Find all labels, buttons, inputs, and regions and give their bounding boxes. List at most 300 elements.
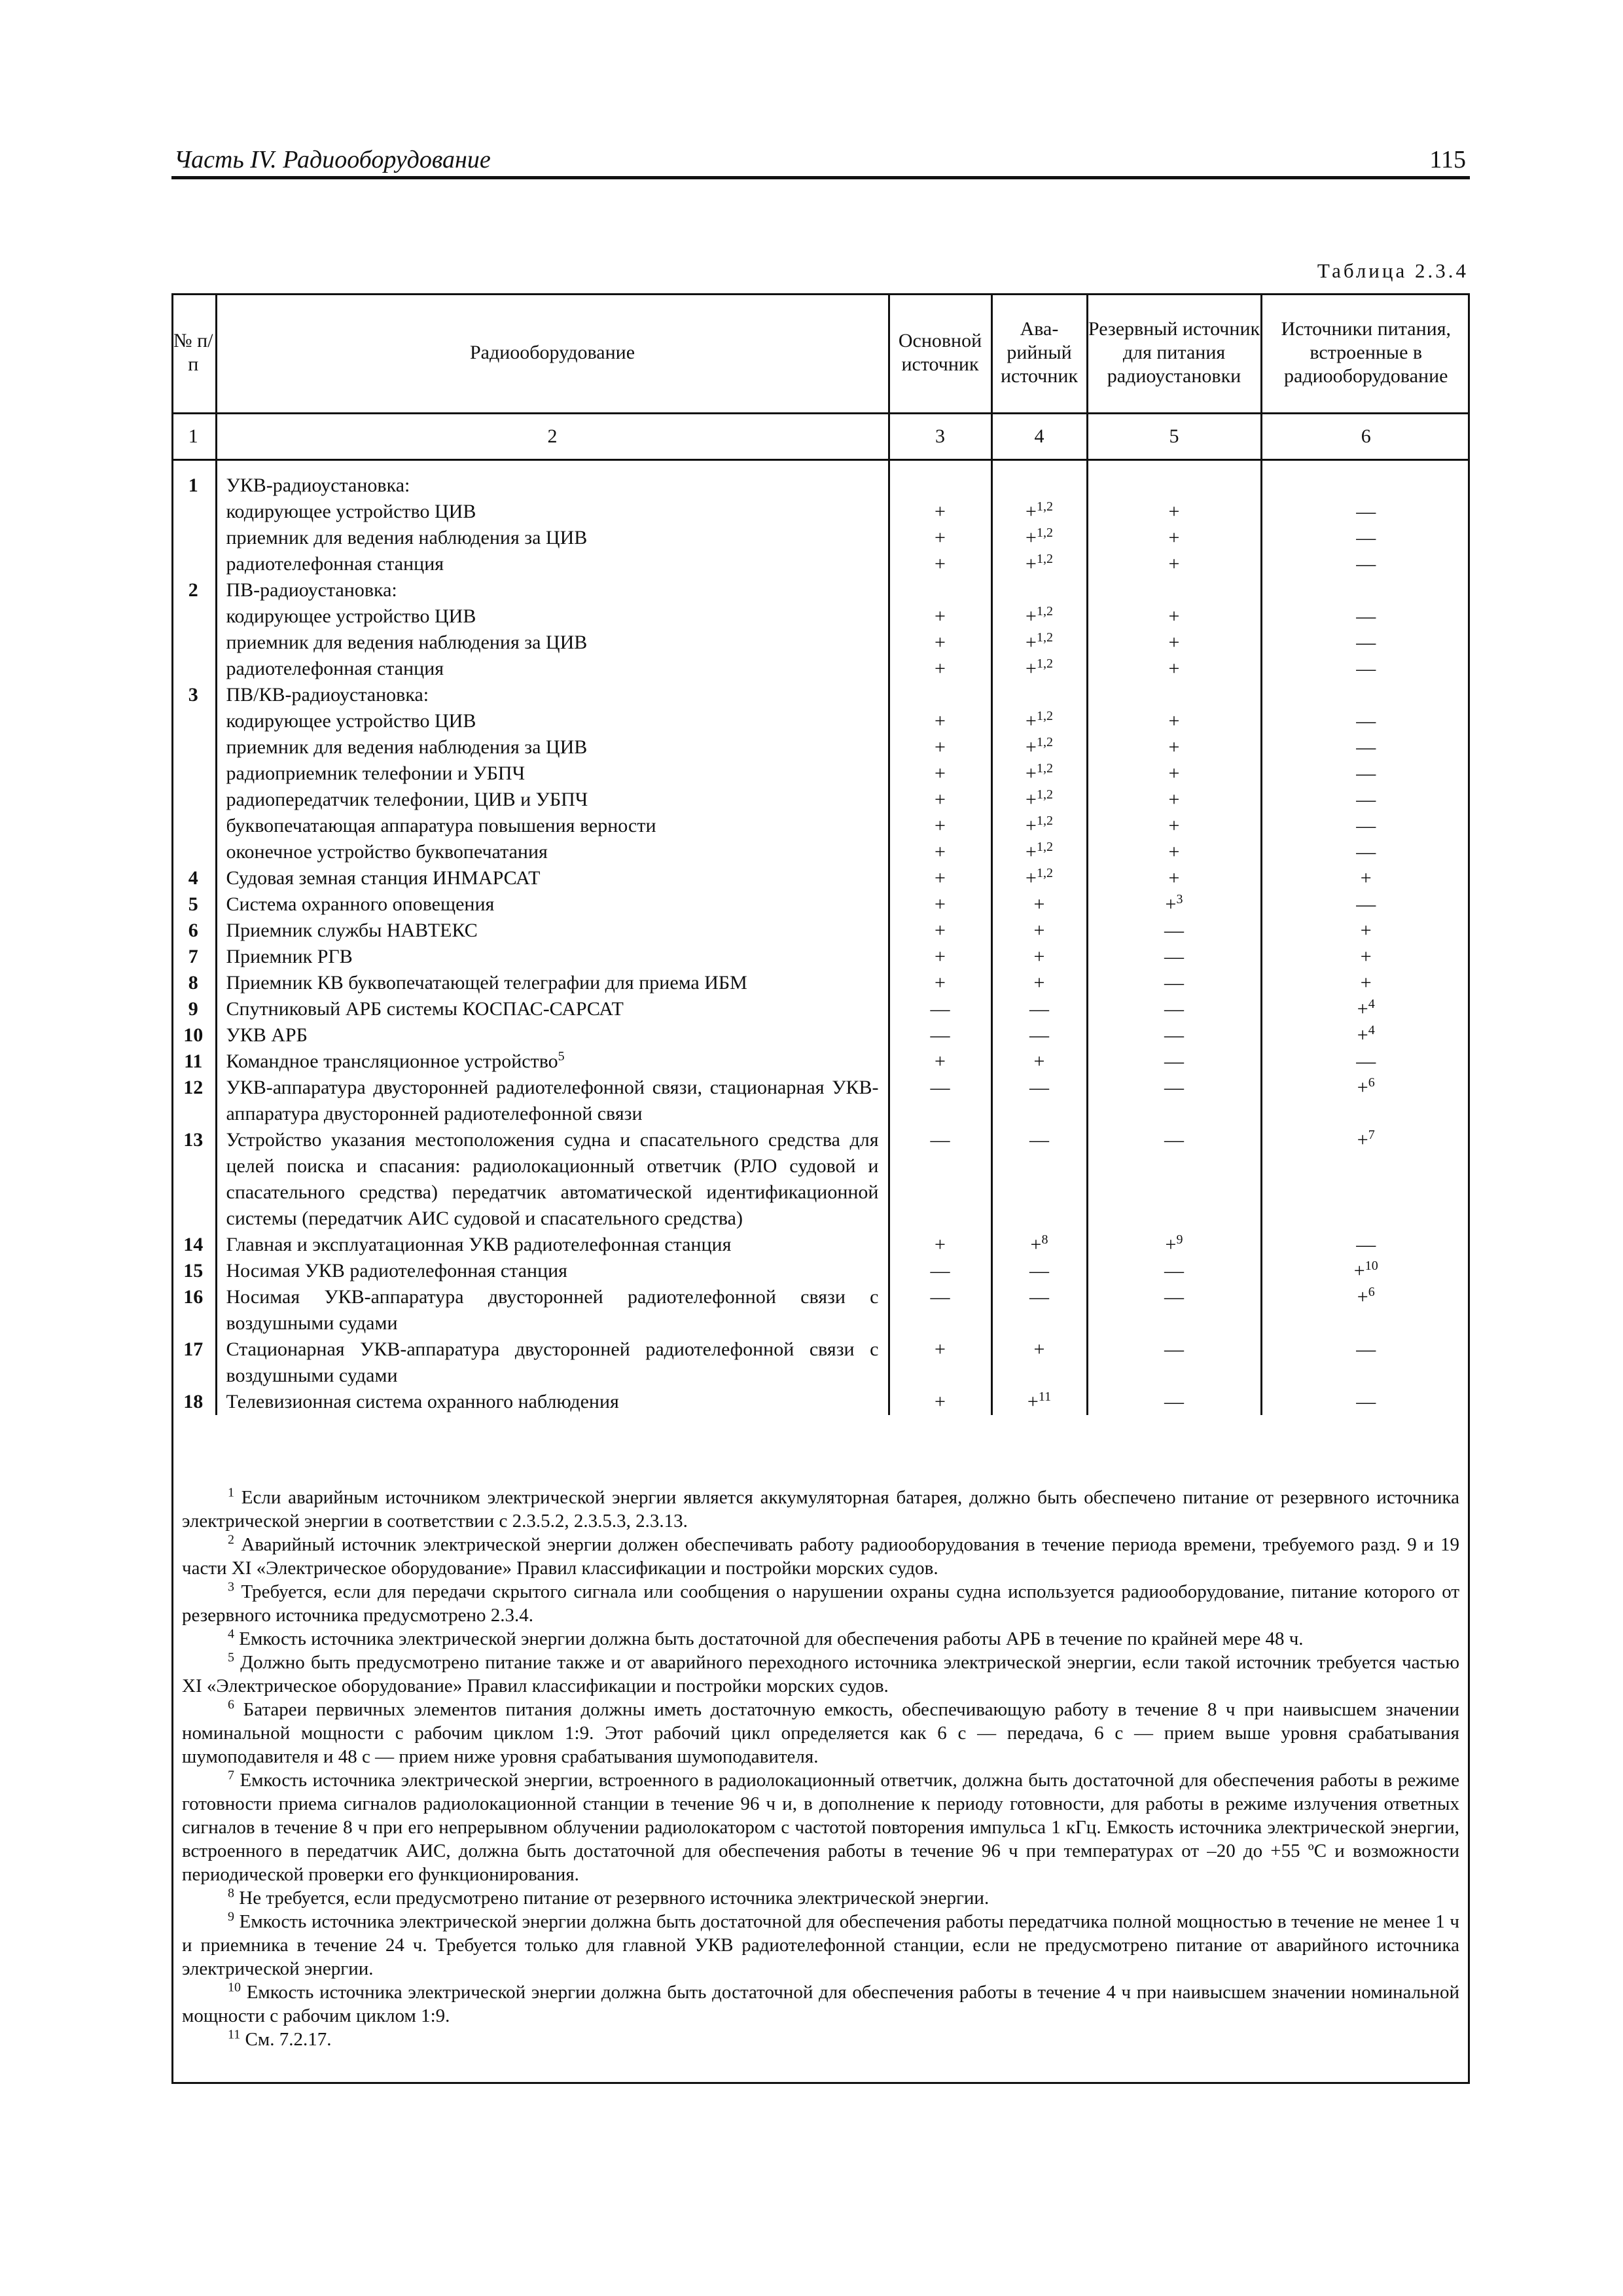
- equipment-name: [216, 970, 889, 996]
- cell-c4: [991, 918, 1087, 944]
- cell-mark: —: [1164, 1129, 1184, 1151]
- cell-mark: —: [1164, 920, 1184, 941]
- cell-c5: [1087, 656, 1261, 682]
- cell-c6: [1261, 1284, 1470, 1336]
- cell-mark: —: [1029, 1129, 1049, 1151]
- cell-mark: —: [930, 998, 950, 1020]
- table-row: [171, 1258, 1470, 1284]
- equipment-name: [216, 525, 889, 551]
- cell-c3: [889, 839, 991, 865]
- row-number: 7: [188, 946, 198, 967]
- cell-c6: [1261, 1075, 1470, 1127]
- cell-mark: +: [1026, 762, 1037, 784]
- cell-c6: [1261, 761, 1470, 787]
- row-number: 8: [188, 972, 198, 994]
- cell-c3: [889, 499, 991, 525]
- row-number: [171, 525, 216, 551]
- cell-mark: +: [1360, 946, 1372, 967]
- footnote: [182, 1981, 1459, 2028]
- row-number: [171, 761, 216, 787]
- row-number: 18: [183, 1391, 204, 1412]
- cell-mark: +: [1357, 1129, 1368, 1151]
- cell-c4: [991, 603, 1087, 630]
- footnote-text: Емкость источника электрической энергии должна быть достаточной для обеспечения работы в течение 4 ч при наивысшем значении номинальной мощности с рабочим циклом 1:9.: [182, 1982, 1459, 2026]
- cell-mark: +: [935, 1234, 946, 1255]
- equipment-text: Судовая земная станция ИНМАРСАТ: [226, 867, 541, 889]
- equipment-name: [216, 577, 889, 603]
- equipment-text: радиотелефонная станция: [226, 553, 444, 575]
- cell-c5: [1087, 577, 1261, 603]
- cell-mark: —: [1029, 1286, 1049, 1308]
- footnote-ref: 1,2: [1036, 630, 1053, 645]
- cell-mark: —: [1356, 605, 1376, 627]
- cell-c6: [1261, 577, 1470, 603]
- cell-mark: +: [1360, 972, 1372, 994]
- cell-mark: —: [1164, 1050, 1184, 1072]
- footnotes: [182, 1486, 1459, 2051]
- cell-mark: +: [1360, 867, 1372, 889]
- row-number: 14: [183, 1234, 204, 1255]
- equipment-name: [216, 682, 889, 708]
- cell-c4: [991, 577, 1087, 603]
- cell-c3: [889, 944, 991, 970]
- cell-mark: +: [1168, 815, 1180, 836]
- equipment-text: Носимая УКВ радиотелефонная станция: [226, 1260, 567, 1282]
- footnote-ref: 11: [1038, 1390, 1052, 1404]
- equipment-text: приемник для ведения наблюдения за ЦИВ: [226, 527, 588, 548]
- cell-mark: +: [935, 972, 946, 994]
- cell-c6: [1261, 499, 1470, 525]
- cell-c4: [991, 499, 1087, 525]
- cell-mark: —: [930, 1077, 950, 1098]
- footnote-ref: 1,2: [1036, 787, 1053, 802]
- header-rule: [171, 176, 1470, 179]
- colnum-5: 5: [1087, 414, 1261, 460]
- cell-mark: +: [1357, 1077, 1368, 1098]
- equipment-text: ПВ/КВ-радиоустановка:: [226, 684, 429, 706]
- row-number: 5: [188, 893, 198, 915]
- cell-c4: [991, 1389, 1087, 1415]
- col-equipment-header: Радиооборудование: [216, 293, 889, 414]
- equipment-name: [216, 996, 889, 1022]
- cell-c5: [1087, 839, 1261, 865]
- equipment-text: оконечное устройство буквопечатания: [226, 841, 548, 863]
- cell-c6: [1261, 603, 1470, 630]
- cell-c5: [1087, 473, 1261, 499]
- equipment-text: Командное трансляционное устройство: [226, 1050, 558, 1072]
- equipment-text: радиотелефонная станция: [226, 658, 444, 679]
- cell-mark: —: [1356, 1234, 1376, 1255]
- row-number: [171, 839, 216, 865]
- cell-mark: +: [935, 632, 946, 653]
- colnum-4: 4: [991, 414, 1087, 460]
- footnote-text: Должно быть предусмотрено питание также и от аварийного переходного источника электрической энергии, если такой источник требуется частью XI «Электрическое оборудование» Правил классификации и постройки морских судов.: [182, 1652, 1460, 1696]
- cell-mark: —: [930, 1129, 950, 1151]
- cell-c3: [889, 551, 991, 577]
- row-number: [171, 708, 216, 734]
- cell-c4: [991, 761, 1087, 787]
- cell-mark: +: [1033, 1050, 1045, 1072]
- equipment-text: УКВ-аппаратура двусторонней радиотелефонной связи, стационарная УКВ-аппаратура двусторонней радиотелефонной связи: [226, 1077, 879, 1124]
- cell-c4: [991, 682, 1087, 708]
- table-row: [171, 813, 1470, 839]
- cell-c3: [889, 603, 991, 630]
- cell-mark: —: [930, 1260, 950, 1282]
- footnote-number: 3: [228, 1579, 234, 1594]
- footnote-text: Емкость источника электрической энергии должна быть достаточной для обеспечения работы передатчика полной мощностью в течение не менее 1 ч и приемника в течение 24 ч. Требуется только для главной УКВ радиотелефонной станции, если не предусмотрено питание от аварийного источника электрической энергии.: [182, 1911, 1459, 1979]
- cell-c4: [991, 1232, 1087, 1258]
- equipment-name: [216, 1389, 889, 1415]
- cell-mark: +: [935, 946, 946, 967]
- row-number: 16: [183, 1286, 204, 1308]
- equipment-name: [216, 630, 889, 656]
- cell-mark: +: [1168, 553, 1180, 575]
- cell-c3: [889, 656, 991, 682]
- cell-mark: +: [1026, 841, 1037, 863]
- cell-mark: —: [1356, 815, 1376, 836]
- cell-mark: +: [1168, 710, 1180, 732]
- cell-mark: —: [1356, 1391, 1376, 1412]
- equipment-name: [216, 865, 889, 891]
- cell-c3: [889, 1022, 991, 1049]
- equipment-name: [216, 1258, 889, 1284]
- cell-mark: +: [935, 815, 946, 836]
- footnote-text: См. 7.2.17.: [245, 2029, 332, 2050]
- cell-mark: +: [935, 553, 946, 575]
- cell-c6: [1261, 1258, 1470, 1284]
- table-row: [171, 1127, 1470, 1232]
- equipment-text: Приемник службы НАВТЕКС: [226, 920, 478, 941]
- table-row: [171, 1284, 1470, 1336]
- footnote: [182, 1580, 1459, 1627]
- footnote-text: Не требуется, если предусмотрено питание от резервного источника электрической энергии.: [239, 1888, 990, 1909]
- cell-c6: [1261, 656, 1470, 682]
- cell-c5: [1087, 996, 1261, 1022]
- cell-c5: [1087, 1336, 1261, 1389]
- footnote-ref: 1,2: [1036, 709, 1053, 723]
- equipment-name: [216, 708, 889, 734]
- cell-mark: +: [1168, 736, 1180, 758]
- cell-mark: —: [1164, 1024, 1184, 1046]
- table-row: [171, 1389, 1470, 1415]
- col-num-header: № п/п: [171, 293, 216, 414]
- footnote-number: 10: [228, 1980, 241, 1995]
- cell-mark: +: [1026, 605, 1037, 627]
- column-number-row: [171, 414, 1470, 460]
- equipment-name: [216, 761, 889, 787]
- cell-mark: +: [1168, 658, 1180, 679]
- cell-c5: [1087, 1127, 1261, 1232]
- cell-mark: —: [1164, 998, 1184, 1020]
- page-number: 115: [1429, 146, 1466, 173]
- row-number: [171, 656, 216, 682]
- cell-c3: [889, 970, 991, 996]
- cell-c5: [1087, 525, 1261, 551]
- footnote-ref: 1,2: [1036, 866, 1053, 880]
- cell-mark: —: [1164, 946, 1184, 967]
- cell-c4: [991, 1336, 1087, 1389]
- equipment-name: [216, 1336, 889, 1389]
- table-row: [171, 944, 1470, 970]
- table-row: [171, 1049, 1470, 1075]
- cell-mark: —: [1164, 972, 1184, 994]
- cell-mark: —: [1356, 1338, 1376, 1360]
- cell-mark: —: [1164, 1391, 1184, 1412]
- cell-c5: [1087, 682, 1261, 708]
- cell-c4: [991, 473, 1087, 499]
- cell-mark: +: [1033, 920, 1045, 941]
- table-row: [171, 525, 1470, 551]
- footnote: [182, 1886, 1459, 1910]
- cell-mark: +: [935, 501, 946, 522]
- cell-mark: +: [1353, 1260, 1365, 1282]
- col-main-header: Основной источник: [889, 293, 991, 414]
- cell-c4: [991, 1258, 1087, 1284]
- cell-mark: +: [1168, 527, 1180, 548]
- equipment-text: кодирующее устройство ЦИВ: [226, 605, 476, 627]
- cell-mark: +: [935, 710, 946, 732]
- footnote-ref: 1,2: [1036, 552, 1053, 566]
- cell-c6: [1261, 918, 1470, 944]
- cell-mark: —: [1164, 1338, 1184, 1360]
- row-number: 11: [184, 1050, 203, 1072]
- cell-c3: [889, 1075, 991, 1127]
- cell-c5: [1087, 1049, 1261, 1075]
- cell-mark: +: [1026, 527, 1037, 548]
- footnote: [182, 1698, 1459, 1768]
- cell-mark: +: [935, 1391, 946, 1412]
- cell-c4: [991, 970, 1087, 996]
- row-number: 2: [188, 579, 198, 601]
- table-row: [171, 577, 1470, 603]
- cell-c4: [991, 525, 1087, 551]
- cell-mark: +: [1165, 1234, 1177, 1255]
- footnote-ref: 3: [1176, 892, 1183, 906]
- cell-c6: [1261, 970, 1470, 996]
- cell-c5: [1087, 603, 1261, 630]
- cell-mark: —: [1356, 736, 1376, 758]
- equipment-name: [216, 656, 889, 682]
- equipment-text: Стационарная УКВ-аппаратура двусторонней радиотелефонной связи с воздушными судами: [226, 1338, 879, 1386]
- cell-mark: —: [1356, 762, 1376, 784]
- footnote-ref: 5: [558, 1049, 565, 1064]
- cell-c4: [991, 891, 1087, 918]
- cell-mark: +: [1168, 789, 1180, 810]
- cell-mark: +: [1357, 998, 1368, 1020]
- cell-c4: [991, 944, 1087, 970]
- table-row: [171, 865, 1470, 891]
- cell-c3: [889, 525, 991, 551]
- cell-c3: [889, 918, 991, 944]
- cell-mark: +: [1026, 710, 1037, 732]
- cell-c5: [1087, 944, 1261, 970]
- table-row: [171, 682, 1470, 708]
- table-row: [171, 551, 1470, 577]
- cell-c6: [1261, 1022, 1470, 1049]
- cell-mark: +: [1168, 867, 1180, 889]
- equipment-name: [216, 1127, 889, 1232]
- cell-c3: [889, 630, 991, 656]
- cell-mark: —: [1029, 1260, 1049, 1282]
- cell-mark: +: [1026, 789, 1037, 810]
- cell-mark: +: [1168, 841, 1180, 863]
- footnote-ref: 4: [1368, 1023, 1375, 1037]
- cell-mark: +: [935, 605, 946, 627]
- spacer-row: [171, 460, 1470, 473]
- row-number: 12: [183, 1077, 204, 1098]
- cell-mark: —: [1164, 1077, 1184, 1098]
- cell-mark: +: [1360, 920, 1372, 941]
- row-number: [171, 734, 216, 761]
- row-number: [171, 499, 216, 525]
- cell-c5: [1087, 1232, 1261, 1258]
- footnote-number: 1: [228, 1485, 234, 1500]
- cell-c3: [889, 865, 991, 891]
- table-caption: Таблица 2.3.4: [1317, 259, 1469, 282]
- equipment-text: Приемник РГВ: [226, 946, 353, 967]
- footnote-ref: 8: [1041, 1232, 1048, 1247]
- footnote-text: Емкость источника электрической энергии, встроенного в радиолокационный ответчик, должна быть достаточной для обеспечения работы в режиме готовности приема сигналов радиолокационной станции в течение 96 ч и, в дополнение к периоду готовности, для работы в режиме излучения ответных сигналов в течение 8 ч при его непрерывном облучении радиолокатором с частотой повторения импульса 1 кГц. Емкость источника электрической энергии, встроенного в передатчик АИС, должна быть достаточной для обеспечения работы в течение 96 ч при температурах от –20 до +55 ºС и возможности периодической проверки его функционирования.: [182, 1770, 1460, 1885]
- table-row: [171, 1336, 1470, 1389]
- cell-c6: [1261, 682, 1470, 708]
- table-row: [171, 656, 1470, 682]
- cell-c3: [889, 1336, 991, 1389]
- footnote-ref: 1,2: [1036, 735, 1053, 749]
- footnote-ref: 1,2: [1036, 656, 1053, 671]
- footnote-number: 6: [228, 1697, 234, 1712]
- equipment-name: [216, 1022, 889, 1049]
- row-number: 10: [183, 1024, 204, 1046]
- cell-mark: —: [1029, 998, 1049, 1020]
- row-number: [171, 813, 216, 839]
- cell-c4: [991, 1127, 1087, 1232]
- row-number: 6: [188, 920, 198, 941]
- table-row: [171, 839, 1470, 865]
- cell-c5: [1087, 865, 1261, 891]
- cell-c6: [1261, 473, 1470, 499]
- cell-mark: —: [1164, 1286, 1184, 1308]
- cell-mark: +: [1033, 893, 1045, 915]
- colnum-1: 1: [171, 414, 216, 460]
- cell-c6: [1261, 1336, 1470, 1389]
- table-row: [171, 499, 1470, 525]
- cell-mark: +: [1165, 893, 1177, 915]
- footnote-ref: 10: [1364, 1259, 1378, 1273]
- equipment-name: [216, 734, 889, 761]
- table-row: [171, 970, 1470, 996]
- row-number: [171, 630, 216, 656]
- colnum-2: 2: [216, 414, 889, 460]
- table-row: [171, 473, 1470, 499]
- footnote: [182, 1486, 1459, 1533]
- cell-mark: —: [1164, 1260, 1184, 1282]
- footnote: [182, 1627, 1459, 1651]
- cell-c6: [1261, 708, 1470, 734]
- cell-mark: —: [930, 1024, 950, 1046]
- cell-c5: [1087, 970, 1261, 996]
- equipment-text: Приемник КВ буквопечатающей телеграфии для приема ИБМ: [226, 972, 747, 994]
- footnote: [182, 1910, 1459, 1981]
- equipment-name: [216, 787, 889, 813]
- cell-mark: +: [1033, 946, 1045, 967]
- cell-c4: [991, 551, 1087, 577]
- cell-c5: [1087, 813, 1261, 839]
- table-row: [171, 603, 1470, 630]
- cell-c5: [1087, 787, 1261, 813]
- equipment-text: буквопечатающая аппаратура повышения верности: [226, 815, 656, 836]
- cell-c5: [1087, 1075, 1261, 1127]
- footnote-ref: 6: [1368, 1285, 1375, 1299]
- cell-c4: [991, 708, 1087, 734]
- cell-mark: —: [1356, 841, 1376, 863]
- cell-c4: [991, 1049, 1087, 1075]
- equipment-text: Носимая УКВ-аппаратура двусторонней радиотелефонной связи с воздушными судами: [226, 1286, 879, 1334]
- footnote-ref: 1,2: [1036, 499, 1053, 514]
- footnote-text: Батареи первичных элементов питания должны иметь достаточную емкость, обеспечивающую работу в течение 8 ч при наивысшем значении номинальной мощности с рабочим циклом 1:9. Этот рабочий цикл определяется как 6 с — передача, 6 с — прием выше уровня срабатывания шумоподавителя и 48 с — прием ниже уровня срабатывания шумоподавителя.: [182, 1699, 1459, 1767]
- equipment-text: приемник для ведения наблюдения за ЦИВ: [226, 632, 588, 653]
- table-row: [171, 1075, 1470, 1127]
- footnote-number: 2: [228, 1532, 234, 1547]
- cell-c5: [1087, 891, 1261, 918]
- cell-c4: [991, 996, 1087, 1022]
- row-number: 17: [183, 1338, 204, 1360]
- cell-mark: +: [1027, 1391, 1039, 1412]
- equipment-name: [216, 603, 889, 630]
- table-row: [171, 996, 1470, 1022]
- cell-c6: [1261, 1389, 1470, 1415]
- cell-mark: +: [1168, 501, 1180, 522]
- table-row: [171, 787, 1470, 813]
- equipment-text: УКВ АРБ: [226, 1024, 308, 1046]
- cell-mark: +: [935, 527, 946, 548]
- equipment-text: Спутниковый АРБ системы КОСПАС-САРСАТ: [226, 998, 624, 1020]
- col-builtin-header: Источники питания, встроенные в радиооборудование: [1261, 293, 1470, 414]
- equipment-text: радиоприемник телефонии и УБПЧ: [226, 762, 526, 784]
- footnote-number: 4: [228, 1626, 234, 1641]
- cell-mark: +: [1030, 1234, 1042, 1255]
- cell-c6: [1261, 1127, 1470, 1232]
- cell-mark: +: [935, 762, 946, 784]
- equipment-text: УКВ-радиоустановка:: [226, 475, 410, 496]
- cell-mark: —: [1356, 893, 1376, 915]
- footnote-ref: 1,2: [1036, 814, 1053, 828]
- cell-c3: [889, 1049, 991, 1075]
- table-row: [171, 918, 1470, 944]
- equipment-name: [216, 551, 889, 577]
- row-number: [171, 787, 216, 813]
- table-row: [171, 761, 1470, 787]
- cell-mark: +: [1168, 605, 1180, 627]
- footnote-text: Емкость источника электрической энергии должна быть достаточной для обеспечения работы АРБ в течение по крайней мере 48 ч.: [239, 1628, 1304, 1649]
- cell-c6: [1261, 734, 1470, 761]
- cell-mark: +: [1357, 1286, 1368, 1308]
- footnote-number: 8: [228, 1886, 234, 1901]
- footnote-ref: 6: [1368, 1075, 1375, 1090]
- footnote-ref: 4: [1368, 997, 1375, 1011]
- cell-c4: [991, 813, 1087, 839]
- cell-c6: [1261, 787, 1470, 813]
- equipment-text: кодирующее устройство ЦИВ: [226, 501, 476, 522]
- cell-c6: [1261, 839, 1470, 865]
- cell-mark: +: [1357, 1024, 1368, 1046]
- cell-mark: +: [1168, 762, 1180, 784]
- cell-mark: —: [1356, 789, 1376, 810]
- cell-mark: +: [1026, 736, 1037, 758]
- footnote-ref: 1,2: [1036, 526, 1053, 540]
- cell-c5: [1087, 1389, 1261, 1415]
- footnote-number: 9: [228, 1909, 234, 1924]
- equipment-table: [171, 293, 1470, 1415]
